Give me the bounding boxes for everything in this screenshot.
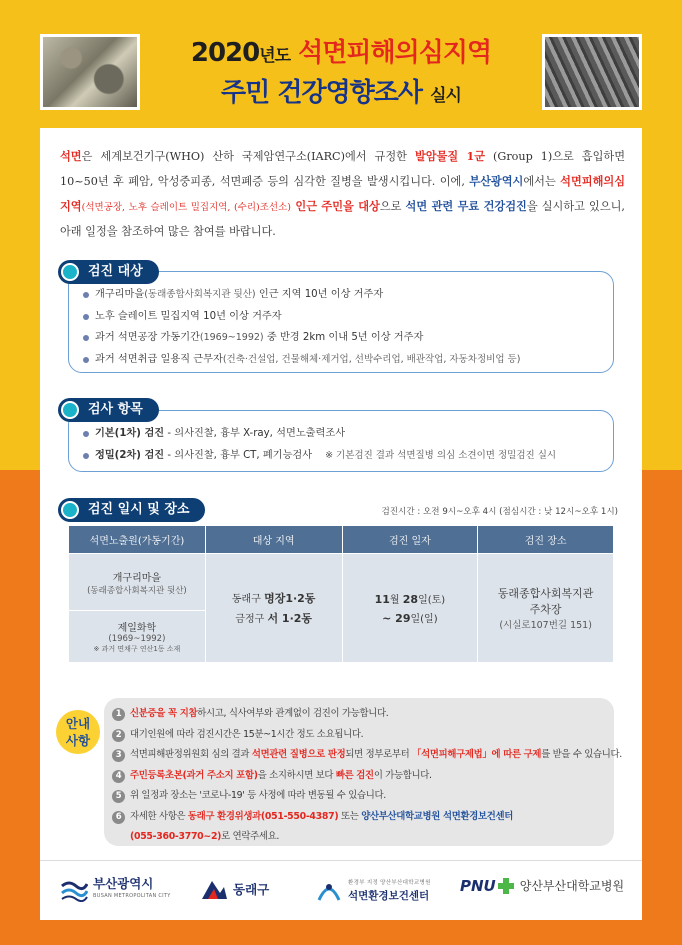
busan-logo: 부산광역시 BUSAN METROPOLITAN CITY — [60, 877, 171, 903]
list-item: 정밀(2차) 검진 - 의사진찰, 흉부 CT, 폐기능검사 ※ 기본검진 결과 석면질병 의심 소견이면 정밀검진 실시 — [81, 445, 601, 467]
date-cell: 11월 28일(토) ~ 29일(일) — [342, 554, 478, 663]
notice-item: 2 대기인원에 따라 검진시간은 15분~1시간 정도 소요됩니다. — [112, 725, 606, 746]
page-title-line1: 2020년도 석면피해의심지역 — [190, 38, 492, 68]
footer — [40, 860, 642, 920]
asbestos-rock-photo — [40, 34, 140, 110]
main-panel — [40, 128, 642, 860]
place-cell: 동래종합사회복지관 주차장 (시실로107번길 151) — [478, 554, 614, 663]
list-item: 개구리마을(동래종합사회복지관 뒷산) 인근 지역 10년 이상 거주자 — [81, 284, 601, 306]
dongnae-logo: 동래구 — [200, 877, 269, 901]
area-cell: 동래구 명장1·2동 금정구 서 1·2동 — [205, 554, 342, 663]
section-title-exam: 검사 항목 — [58, 398, 159, 422]
notice-item: 4 주민등록초본(과거 주소지 포함)을 소지하시면 보다 빠른 검진이 가능합니다. — [112, 766, 606, 787]
notice-item: (055-360-3770~2)로 연락주세요. — [130, 831, 280, 842]
circle-icon — [61, 501, 79, 519]
table-row — [69, 554, 614, 611]
header — [0, 0, 682, 128]
list-item: 노후 슬레이트 밀집지역 10년 이상 거주자 — [81, 306, 601, 328]
health-center-icon — [315, 878, 343, 902]
pnu-mark: PNU — [460, 877, 496, 895]
intro-paragraph: 석면은 세계보건기구(WHO) 산하 국제암연구소(IARC)에서 규정한 발암물질 1군 (Group 1)으로 흡입하면 10~50년 후 폐암, 악성중피종, 석면폐증 등의 심각한 질병을 발생시킵니다. 이에, 부산광역시에서는 석면피해의심지역(석면공장, 노후 슬레이트 밀집지역, (수리)조선소) 인근 주민을 대상으로 석면 관련 무료 건강검진을 실시하고 있으니, 아래 일정을 참조하여 많은 참여를 바랍니다. — [60, 149, 626, 238]
slate-roof-photo — [542, 34, 642, 110]
target-box — [68, 271, 614, 373]
notice-box — [104, 698, 622, 846]
hospital-logo: PNU 양산부산대학교병원 — [460, 877, 625, 895]
notice-item: 6 자세한 사항은 동래구 환경위생과(051-550-4387) 또는 양산부산대학교병원 석면환경보건센터 — [112, 807, 606, 828]
list-item: 과거 석면공장 가동기간(1969~1992) 중 반경 2km 이내 5년 이상 거주자 — [81, 327, 601, 349]
section-title-schedule: 검진 일시 및 장소 — [58, 498, 205, 522]
cross-icon — [498, 878, 514, 894]
circle-icon — [61, 263, 79, 281]
table-header-row: 석면노출원(가동기간) 대상 지역 검진 일자 검진 장소 — [69, 526, 614, 554]
center-logo: 환경부 지정 양산부산대학교병원 석면환경보건센터 — [315, 877, 431, 903]
page-title-line2: 주민 건강영향조사 실시 — [221, 78, 461, 108]
notice-item: 5 위 일정과 장소는 '코로나-19' 등 사정에 따라 변동될 수 있습니다. — [112, 786, 606, 807]
section-title-target: 검진 대상 — [58, 260, 159, 284]
schedule-table — [68, 525, 614, 663]
notice-item: 1 신분증을 꼭 지참하시고, 식사여부와 관계없이 검진이 가능합니다. — [112, 704, 606, 725]
busan-wave-icon — [60, 878, 88, 902]
source-cell: 제일화학 (1969~1992) ※ 과거 면채구 연산1동 소재 — [69, 611, 206, 663]
list-item: 과거 석면취급 일용직 근무자(건축·건설업, 건물해체·제거업, 선박수리업, 배관작업, 자동차정비업 등) — [81, 349, 601, 371]
schedule-time-note: 검진시간 : 오전 9시~오후 4시 (점심시간 : 낮 12시~오후 1시) — [381, 507, 618, 517]
notice-item: 3 석면피해판정위원회 심의 결과 석면관련 질병으로 판정되면 정부로부터 「석면피해구제법」에 따른 구제를 받을 수 있습니다. — [112, 745, 606, 766]
mountain-icon — [200, 877, 228, 901]
source-cell: 개구리마을 (동래종합사회복지관 뒷산) — [69, 554, 206, 611]
circle-icon — [61, 401, 79, 419]
list-item: 기본(1차) 검진 - 의사진찰, 흉부 X-ray, 석면노출력조사 — [81, 423, 601, 445]
notice-badge: 안내 사항 — [56, 710, 100, 754]
